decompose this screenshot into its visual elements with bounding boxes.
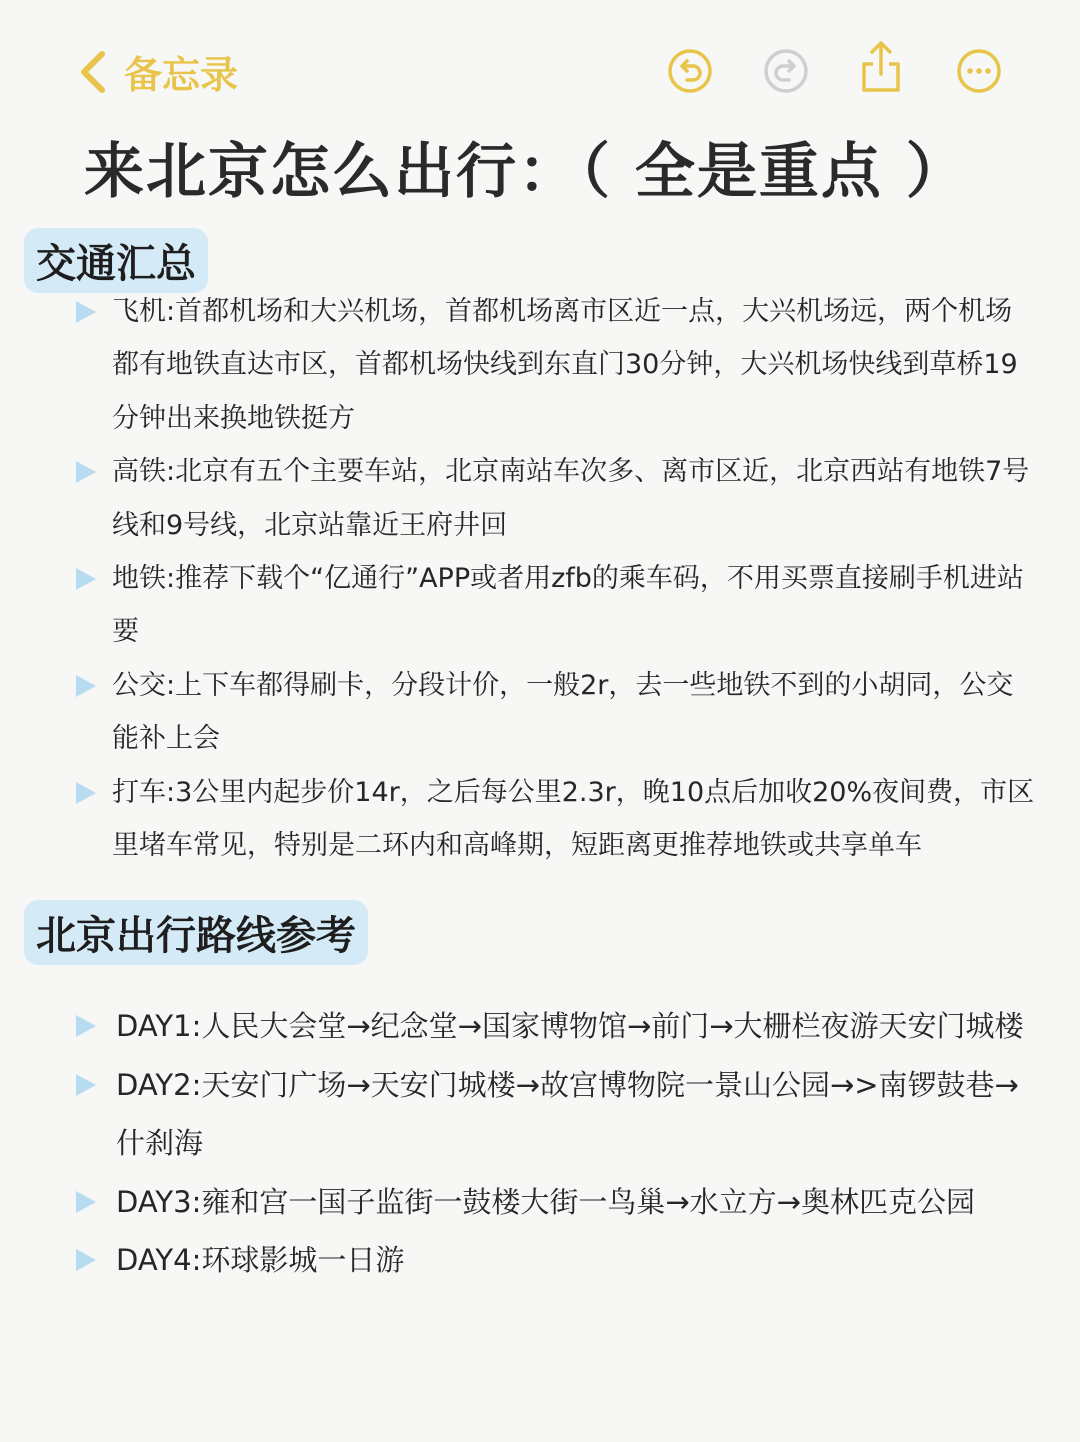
list-item xyxy=(76,445,1036,552)
triangle-bullet-icon xyxy=(76,568,96,590)
list-item-text: 公交:上下车都得刷卡，分段计价，一般2r，去一些地铁不到的小胡同，公交能补上会 xyxy=(112,669,1014,755)
list-item-text: DAY4:环球影城一日游 xyxy=(116,1243,405,1277)
redo-icon[interactable] xyxy=(763,48,809,94)
triangle-bullet-icon xyxy=(76,461,96,483)
section-heading-transport: 交通汇总 xyxy=(24,228,208,293)
chevron-left-icon xyxy=(76,48,110,96)
triangle-bullet-icon xyxy=(76,1191,96,1213)
list-item-text: 高铁:北京有五个主要车站，北京南站车次多、离市区近，北京西站有地铁7号线和9号线，北京站靠近王府井回 xyxy=(112,456,1030,541)
triangle-bullet-icon xyxy=(76,301,96,323)
list-item-text: DAY2:天安门广场→天安门城楼→故宫博物院一景山公园→>南锣鼓巷→什刹海 xyxy=(116,1067,1019,1160)
section-heading-routes: 北京出行路线参考 xyxy=(24,900,368,965)
back-button[interactable] xyxy=(76,44,238,99)
list-item-text: 飞机:首都机场和大兴机场，首都机场离市区近一点，大兴机场远，两个机场都有地铁直达市区，首都机场快线到东直门30分钟，大兴机场快线到草桥19分钟出来换地铁挺方 xyxy=(112,296,1018,434)
list-item-text: DAY3:雍和宫一国子监街一鼓楼大街一鸟巢→水立方→奥林匹克公园 xyxy=(116,1184,975,1219)
list-item xyxy=(76,285,1036,445)
back-label: 备忘录 xyxy=(124,53,239,97)
undo-icon[interactable] xyxy=(667,48,713,94)
list-item xyxy=(76,1056,1036,1173)
transport-list xyxy=(76,285,1036,872)
list-item xyxy=(76,659,1036,766)
list-item xyxy=(76,766,1036,873)
list-item xyxy=(76,1173,1036,1232)
list-item xyxy=(76,997,1036,1056)
triangle-bullet-icon xyxy=(76,1249,96,1271)
triangle-bullet-icon xyxy=(76,1015,96,1037)
routes-list xyxy=(76,997,1036,1290)
list-item xyxy=(76,552,1036,659)
note-title: 来北京怎么出行：（ 全是重点 ） xyxy=(84,137,968,207)
triangle-bullet-icon xyxy=(76,782,96,804)
triangle-bullet-icon xyxy=(76,675,96,697)
share-icon[interactable] xyxy=(858,40,904,94)
list-item xyxy=(76,1231,1036,1290)
triangle-bullet-icon xyxy=(76,1074,96,1096)
list-item-text: 地铁:推荐下载个“亿通行”APP或者用zfb的乘车码，不用买票直接刷手机进站要 xyxy=(112,563,1024,648)
list-item-text: 打车:3公里内起步价14r，之后每公里2.3r，晚10点后加收20%夜间费，市区里堵车常见，特别是二环内和高峰期，短距离更推荐地铁或共享单车 xyxy=(112,776,1035,862)
toolbar xyxy=(0,0,1080,140)
more-icon[interactable] xyxy=(956,48,1002,94)
list-item-text: DAY1:人民大会堂→纪念堂→国家博物馆→前门→大栅栏夜游天安门城楼 xyxy=(116,1009,1024,1043)
